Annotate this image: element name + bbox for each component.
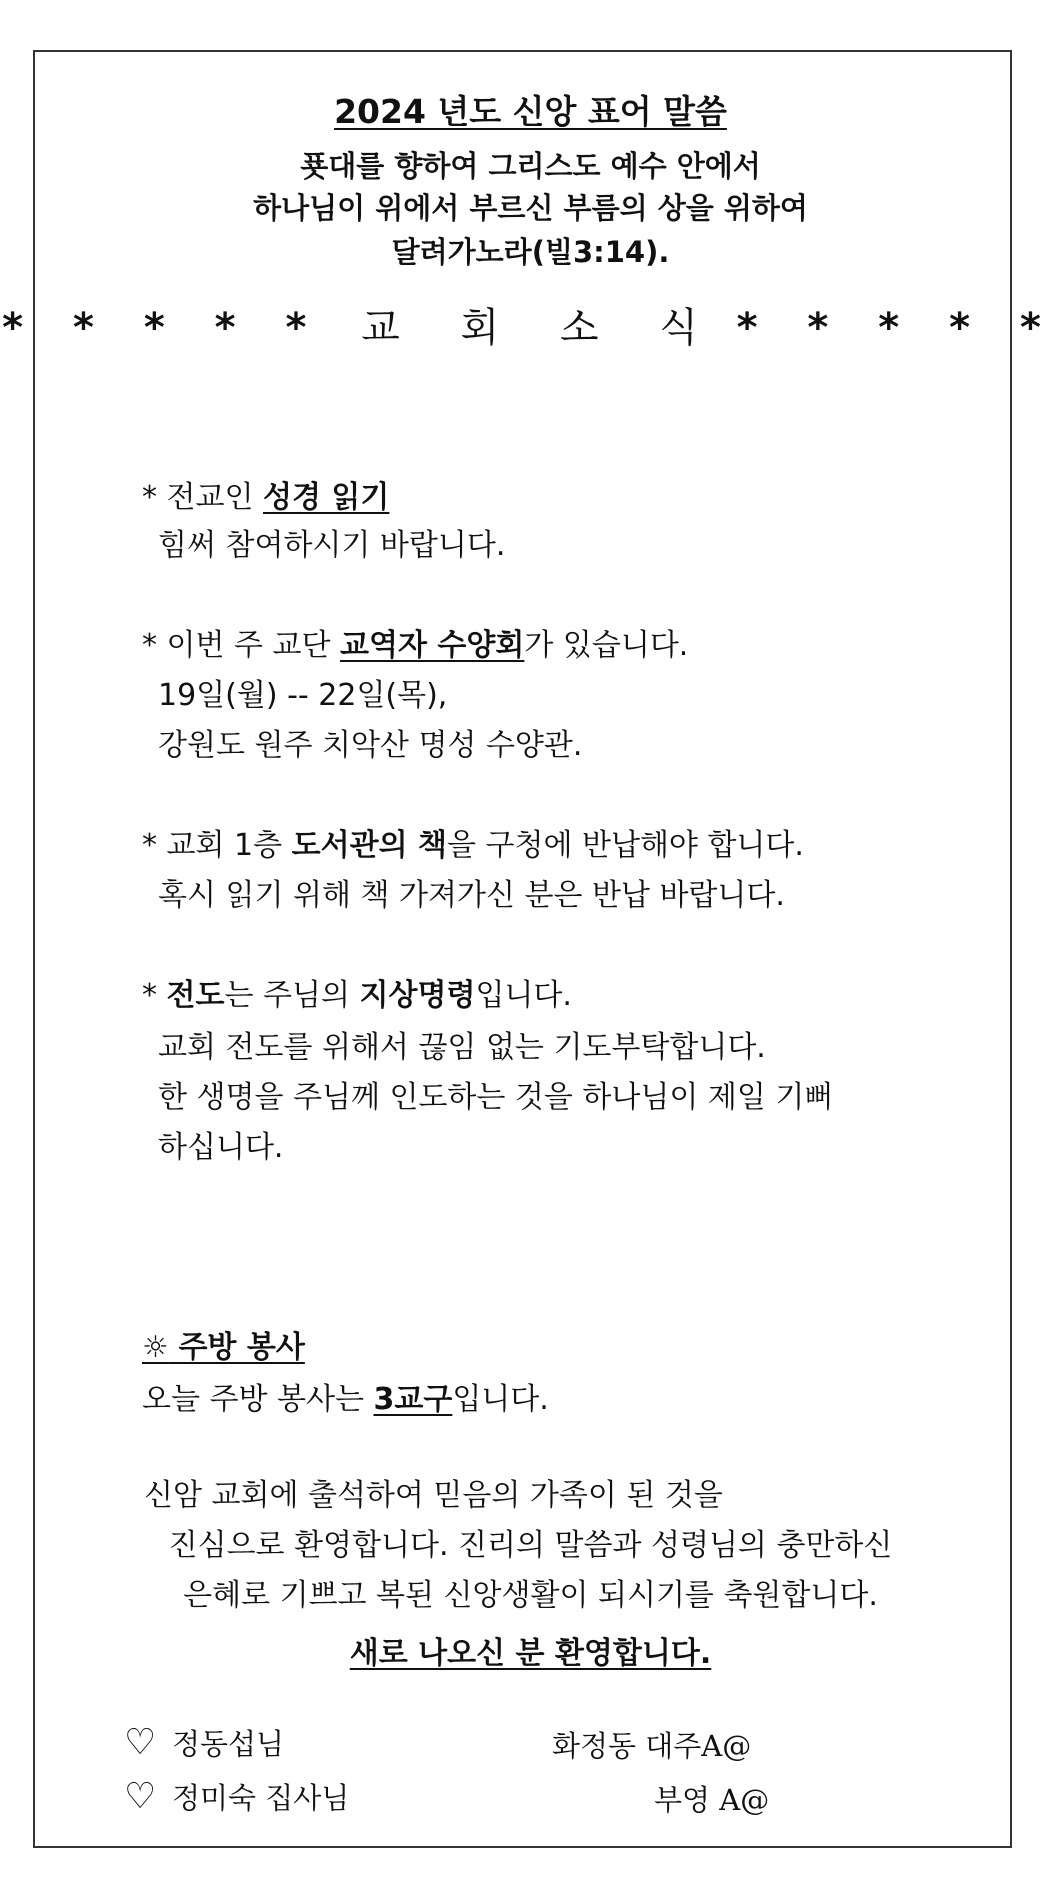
heart-icon: ♡ [124, 1776, 157, 1817]
notice-evangelism-line-2: 교회 전도를 위해서 끊임 없는 기도부탁합니다. [158, 1030, 766, 1065]
welcome-line-2: 진심으로 환영합니다. 진리의 말씀과 성령님의 충만하신 [168, 1528, 893, 1563]
notice-evangelism-emph-1: 전도 [166, 978, 225, 1013]
notice-retreat-emph: 교역자 수양회 [340, 628, 525, 663]
section-word-3: 소 [559, 305, 601, 351]
section-word-4: 식 [659, 305, 700, 351]
theme-line-2: 하나님이 위에서 부르신 부름의 상을 위하여 [253, 191, 808, 225]
newcomer-name: 정미숙 집사님 [172, 1781, 350, 1815]
notice-evangelism-emph-2: 지상명령 [359, 978, 476, 1013]
notice-retreat-prefix: * 이번 주 교단 [142, 628, 341, 663]
newcomer-row-1 [124, 1722, 284, 1763]
kitchen-line-prefix: 오늘 주방 봉사는 [142, 1382, 374, 1417]
notice-bible-emph: 성경 읽기 [263, 480, 390, 515]
notice-retreat-line-3: 강원도 원주 치악산 명성 수양관. [158, 728, 583, 763]
notice-bible-line-2: 힘써 참여하시기 바랍니다. [158, 528, 506, 563]
kitchen-line-suffix: 입니다. [452, 1382, 549, 1417]
notice-evangelism-line-4: 하십니다. [158, 1130, 284, 1165]
welcome-line-3: 은혜로 기쁘고 복된 신앙생활이 되시기를 축원합니다. [183, 1578, 878, 1613]
welcome-line-1: 신암 교회에 출석하여 믿음의 가족이 된 것을 [144, 1478, 723, 1513]
section-stars-left: * * * * * [2, 305, 325, 351]
notice-bible-line-1 [142, 472, 389, 516]
notice-retreat-line-2: 19일(월) -- 22일(목), [158, 678, 448, 713]
section-word-2: 회 [460, 305, 502, 351]
kitchen-title-underline [142, 1330, 305, 1365]
notice-library-line-1 [142, 820, 804, 864]
sun-icon: ☼ [142, 1330, 169, 1365]
welcome-banner [0, 1628, 1061, 1672]
notice-evangelism-suffix: 입니다. [475, 978, 572, 1013]
kitchen-title-row [142, 1322, 305, 1366]
notice-evangelism-line-3: 한 생명을 주님께 인도하는 것을 하나님이 제일 기뻐 [158, 1080, 834, 1115]
section-word-1: 교 [361, 305, 402, 351]
notice-evangelism-mid: 는 주님의 [224, 978, 360, 1013]
theme-line-1: 푯대를 향하여 그리스도 예수 안에서 [300, 149, 761, 183]
section-header [0, 296, 1061, 353]
notice-evangelism-prefix: * [142, 978, 167, 1013]
newcomer-detail-2: 부영 A@ [654, 1783, 770, 1817]
newcomer-detail-1: 화정동 대주A@ [552, 1729, 752, 1763]
notice-retreat-line-1 [142, 620, 688, 664]
notice-library-suffix: 을 구청에 반납해야 합니다. [447, 828, 804, 863]
theme-line-3: 달려가노라(빌3:14). [391, 235, 670, 269]
notice-bible-prefix: * 전교인 [142, 480, 264, 515]
kitchen-title: 주방 봉사 [178, 1330, 305, 1365]
notice-retreat-suffix: 가 있습니다. [524, 628, 689, 663]
kitchen-emph: 3교구 [373, 1382, 453, 1417]
heart-icon: ♡ [124, 1722, 157, 1763]
notice-evangelism-line-1 [142, 970, 572, 1014]
notice-library-line-2: 혹시 읽기 위해 책 가져가신 분은 반납 바랍니다. [158, 878, 785, 913]
newcomer-name: 정동섭님 [172, 1727, 285, 1761]
notice-library-emph: 도서관의 책 [291, 828, 447, 863]
section-stars-right: * * * * * [736, 305, 1059, 351]
theme-title-text: 2024 년도 신앙 표어 말씀 [334, 92, 727, 131]
theme-title [0, 86, 1061, 133]
kitchen-line [142, 1374, 549, 1418]
notice-library-prefix: * 교회 1층 [142, 828, 292, 863]
newcomer-row-2 [124, 1776, 349, 1817]
welcome-banner-text: 새로 나오신 분 환영합니다. [349, 1636, 712, 1671]
